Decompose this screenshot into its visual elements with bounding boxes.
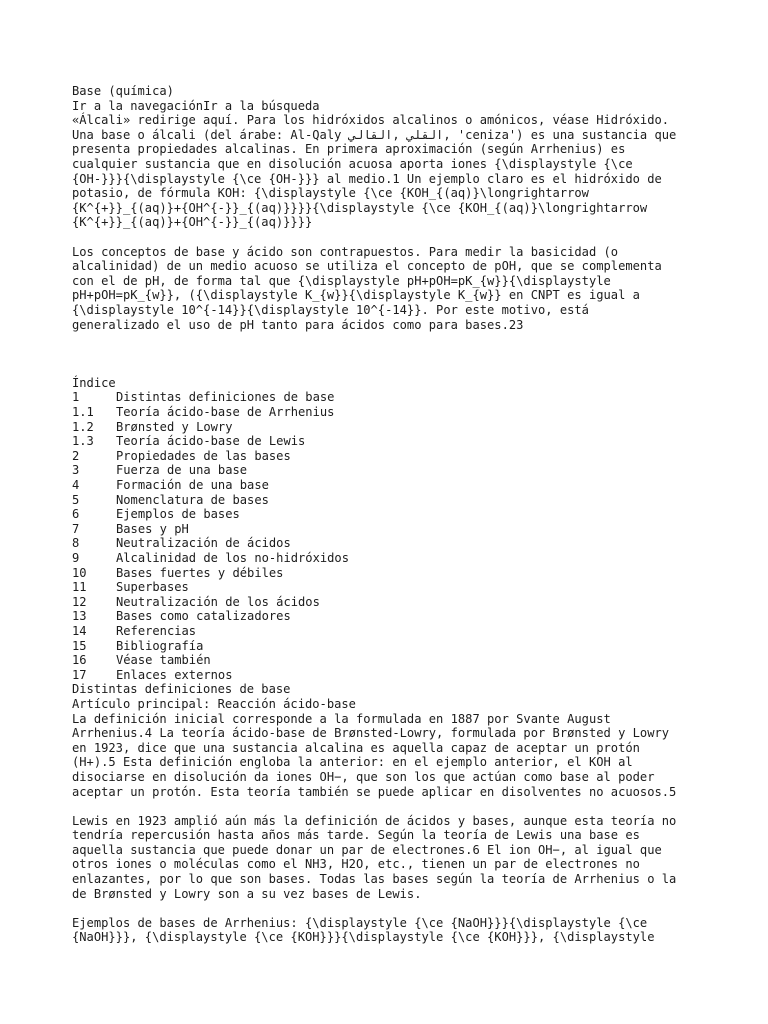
definition-line: (H+).5 Esta definición engloba la anterior: en el ejemplo anterior, el KOH al (72, 755, 633, 770)
lewis-line: aquella sustancia que puede donar un par de electrones.6 El ion OH−, al igual que (72, 842, 662, 857)
toc-item[interactable] (72, 493, 712, 508)
toc-item[interactable] (72, 405, 712, 420)
intro-line: {K^{+}}_{(aq)}+{OH^{-}}_{(aq)}}}} (72, 215, 313, 230)
toc-item[interactable] (72, 536, 712, 551)
toc-item[interactable] (72, 624, 712, 639)
paragraph-spacer (72, 361, 712, 376)
definition-line: La definición inicial corresponde a la formulada en 1887 por Svante August (72, 711, 611, 726)
toc-number: 15 (72, 638, 87, 653)
toc-number: 10 (72, 565, 87, 580)
toc-label: Véase también (116, 653, 211, 668)
toc-label: Formación de una base (116, 478, 269, 493)
toc-item[interactable] (72, 668, 712, 683)
definition-line: en 1923, dice que una sustancia alcalina es aquella capaz de aceptar un protón (72, 740, 640, 755)
intro-line: «Álcali» redirige aquí. Para los hidróxidos alcalinos o amónicos, véase Hidróxido. (72, 113, 670, 128)
toc-item[interactable] (72, 478, 712, 493)
toc-number: 3 (72, 463, 80, 478)
intro-line: potasio, de fórmula KOH: {\displaystyle {\ce {KOH_{(aq)}\longrightarrow (72, 186, 589, 201)
paragraph-spacer (72, 230, 712, 245)
lewis-paragraph (72, 814, 712, 902)
toc-number: 1 (72, 390, 80, 405)
toc-number: 9 (72, 551, 80, 565)
toc-item[interactable] (72, 390, 712, 405)
toc-label: Referencias (116, 623, 197, 638)
toc-label: Fuerza de una base (116, 463, 248, 478)
concepts-line: generalizado el uso de pH tanto para ácidos como para bases.23 (72, 317, 524, 332)
toc-item[interactable] (72, 507, 712, 522)
toc-label: Distintas definiciones de base (116, 390, 335, 405)
toc-label: Ejemplos de bases (116, 507, 240, 522)
lewis-line: tendría repercusión hasta años más tarde. Según la teoría de Lewis una base es (72, 828, 640, 843)
examples-line: Ejemplos de bases de Arrhenius: {\displaystyle {\ce {NaOH}}}{\displaystyle {\ce (72, 915, 648, 930)
intro-line: Una base o álcali (del árabe: Al-Qaly القلي ,القالي, 'ceniza') es una sustancia que (72, 127, 677, 142)
toc-label: Bases y pH (116, 521, 189, 536)
concepts-line: pH+pOH=pK_{w}}, ({\displaystyle K_{w}}{\displaystyle K_{w}} en CNPT es igual a (72, 288, 640, 303)
toc-number: 8 (72, 536, 80, 551)
toc-item[interactable] (72, 463, 712, 478)
toc-number: 12 (72, 594, 87, 609)
lewis-line: otros iones o moléculas como el NH3, H2O, etc., tienen un par de electrones no (72, 857, 640, 872)
toc-number: 17 (72, 667, 87, 682)
concepts-line: Los conceptos de base y ácido son contrapuestos. Para medir la basicidad (o (72, 244, 619, 259)
toc-item[interactable] (72, 566, 712, 581)
toc-number: 7 (72, 521, 80, 536)
toc-label: Brønsted y Lowry (116, 419, 233, 434)
toc-item[interactable] (72, 595, 712, 610)
toc-number: 6 (72, 507, 80, 522)
toc-label: Teoría ácido-base de Lewis (116, 434, 306, 449)
examples-paragraph (72, 916, 712, 945)
toc-label: Bases fuertes y débiles (116, 565, 284, 580)
toc-number: 1.3 (72, 434, 94, 449)
lewis-line: de Brønsted y Lowry son a su vez bases de Lewis. (72, 886, 422, 901)
toc-number: 5 (72, 492, 80, 507)
definition-line: disociarse en disolución da iones OH−, que son los que actúan como base al poder (72, 769, 655, 784)
skip-navigation-links[interactable]: Ir a la navegaciónIr a la búsqueda (72, 98, 320, 113)
toc-label: Teoría ácido-base de Arrhenius (116, 405, 335, 420)
concepts-line: alcalinidad) de un medio acuoso se utiliza el concepto de pOH, que se complementa (72, 259, 662, 274)
document-page (72, 84, 712, 945)
toc-label: Enlaces externos (116, 667, 233, 682)
toc-label: Propiedades de las bases (116, 448, 291, 463)
toc-number: 1.2 (72, 419, 94, 434)
toc-item[interactable] (72, 580, 712, 595)
toc-item[interactable] (72, 551, 712, 566)
definition-line: Arrhenius.4 La teoría ácido-base de Brønsted-Lowry, formulada por Brønsted y Lowry (72, 726, 670, 741)
toc-number: 13 (72, 609, 87, 624)
intro-line: {K^{+}}_{(aq)}+{OH^{-}}_{(aq)}}}}{\displaystyle {\ce {KOH_{(aq)}\longrightarrow (72, 200, 648, 215)
paragraph-spacer (72, 799, 712, 814)
toc-number: 4 (72, 478, 80, 493)
intro-paragraph (72, 113, 712, 230)
toc-item[interactable] (72, 653, 712, 668)
intro-line: presenta propiedades alcalinas. En primera aproximación (según Arrhenius) es (72, 142, 626, 157)
toc-number: 16 (72, 653, 87, 668)
intro-line: {OH-}}}{\displaystyle {\ce {OH-}}} al medio.1 Un ejemplo claro es el hidróxido de (72, 171, 662, 186)
intro-line: cualquier sustancia que en disolución acuosa aporta iones {\displaystyle {\ce (72, 156, 633, 171)
toc-number: 1.1 (72, 405, 94, 420)
toc-item[interactable] (72, 420, 712, 435)
paragraph-spacer (72, 332, 712, 361)
toc-item[interactable] (72, 434, 712, 449)
paragraph-spacer (72, 901, 712, 916)
examples-line: {NaOH}}}, {\displaystyle {\ce {KOH}}}{\displaystyle {\ce {KOH}}}, {\displaystyle (72, 930, 655, 945)
article-title: Base (química) (72, 84, 174, 98)
table-of-contents (72, 390, 712, 682)
toc-number: 14 (72, 623, 87, 638)
toc-label: Nomenclatura de bases (116, 492, 269, 507)
concepts-line: {\displaystyle 10^{-14}}{\displaystyle 10^{-14}}. Por este motivo, está (72, 302, 589, 317)
toc-label: Bases como catalizadores (116, 609, 291, 624)
toc-number: 2 (72, 448, 80, 463)
toc-item[interactable] (72, 522, 712, 537)
definition-line: aceptar un protón. Esta teoría también se puede aplicar en disolventes no acuosos.5 (72, 784, 677, 799)
toc-label: Superbases (116, 580, 189, 595)
toc-number: 11 (72, 580, 87, 595)
toc-label: Neutralización de los ácidos (116, 594, 320, 609)
toc-label: Alcalinidad de los no-hidróxidos (116, 551, 349, 565)
concepts-paragraph (72, 245, 712, 333)
toc-label: Bibliografía (116, 638, 204, 653)
lewis-line: Lewis en 1923 amplió aún más la definición de ácidos y bases, aunque esta teoría no (72, 813, 677, 828)
lewis-line: enlazantes, por lo que son bases. Todas las bases según la teoría de Arrhenius o la (72, 872, 677, 887)
section-heading: Distintas definiciones de base (72, 682, 291, 697)
concepts-line: con el de pH, de forma tal que {\displaystyle pH+pOH=pK_{w}}{\displaystyle (72, 273, 611, 288)
toc-item[interactable] (72, 449, 712, 464)
toc-label: Neutralización de ácidos (116, 536, 291, 551)
index-heading: Índice (72, 375, 116, 390)
definition-paragraph (72, 712, 712, 800)
main-article-link[interactable]: Artículo principal: Reacción ácido-base (72, 696, 356, 711)
toc-item[interactable] (72, 639, 712, 654)
toc-item[interactable] (72, 609, 712, 624)
